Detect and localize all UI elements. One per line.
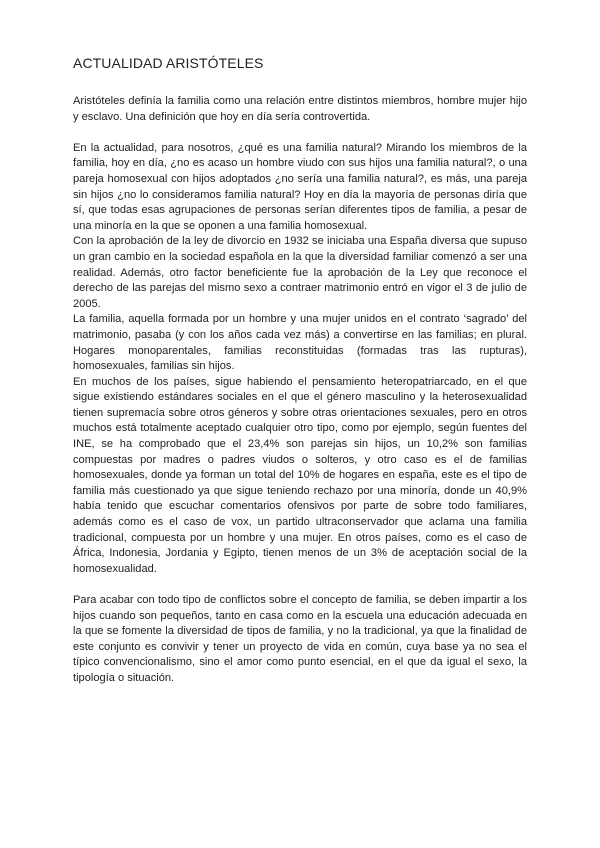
paragraph-intro: Aristóteles definía la familia como una relación entre distintos miembros, hombre mujer hijo y esclavo. Una definición que hoy en día sería controvertida.: [73, 95, 527, 123]
paragraph-heteropatriarchy: En muchos de los países, sigue habiendo el pensamiento heteropatriarcado, en el que sigue existiendo estándares sociales en el que el género masculino y la heterosexualidad tienen supremacía sobre otros géneros y sobre otras orientaciones sexuales, pero en otros muchos está totalmente aceptado cualquier otro tipo, como por ejemplo, según fuentes del INE, se ha comprobado que el 23,4% son parejas sin hijos, un 10,2% son familias compuestas por madres o padres viudos o solteros, y otro caso es el de familias homosexuales, donde ya forman un total del 10% de hogares en españa, este es el tipo de familia más cuestionado ya que sigue teniendo rechazo por una minoría, donde un 40,9% había tenido que escuchar comentarios ofensivos por parte de sobre todo familiares, además como es el caso de vox, un partido ultraconservador que aclama una familia tradicional, compuesta por un hombre y una mujer. En otros países, como es el caso de África, Indonesia, Jordania y Egipto, tienen menos de un 3% de aceptación social de la homosexualidad.: [73, 375, 527, 575]
paragraph-divorce-law: Con la aprobación de la ley de divorcio en 1932 se iniciaba una España diversa que supuso un gran cambio en la sociedad española en la que la diversidad familiar comenzó a ser una realidad. Además, otro factor beneficiente fue la aprobación de la Ley que reconoce el derecho de las parejas del mismo sexo a contraer matrimonio entró en vigor el 3 de julio de 2005.: [73, 235, 527, 310]
document-body: [73, 94, 527, 687]
paragraph-natural-family: En la actualidad, para nosotros, ¿qué es una familia natural? Mirando los miembros de la familia, hoy en día, ¿no es acaso un hombre viudo con sus hijos una familia natural?, o una pareja homosexual con hijos adoptados ¿no sería una familia natural?, es más, una pareja sin hijos ¿no lo consideramos familia natural? Hoy en día la mayoría de personas diría que sí, que todas esas agrupaciones de personas serían diferentes tipos de familia, a pesar de una minoría en la que se oponen a una familia homosexual.: [73, 141, 527, 232]
paragraph-conclusion: Para acabar con todo tipo de conflictos sobre el concepto de familia, se deben impartir a los hijos cuando son pequeños, tanto en casa como en la escuela una educación adecuada en la que se fomente la diversidad de tipos de familia, y no la tradicional, ya que la finalidad de este conjunto es convivir y tener un proyecto de vida en común, cuya base ya no sea el típico convencionalismo, sino el amor como punto esencial, en el que da igual el sexo, la tipología o situación.: [73, 594, 527, 684]
document-title: ACTUALIDAD ARISTÓTELES: [73, 55, 264, 71]
paragraph-family-types: La familia, aquella formada por un hombre y una mujer unidos en el contrato ‘sagrado’ del matrimonio, pasaba (y con los años cada vez más) a convertirse en las familias; en plural. Hogares monoparentales, familias reconstituidas (formadas tras las rupturas), homosexuales, familias sin hijos.: [73, 313, 527, 373]
